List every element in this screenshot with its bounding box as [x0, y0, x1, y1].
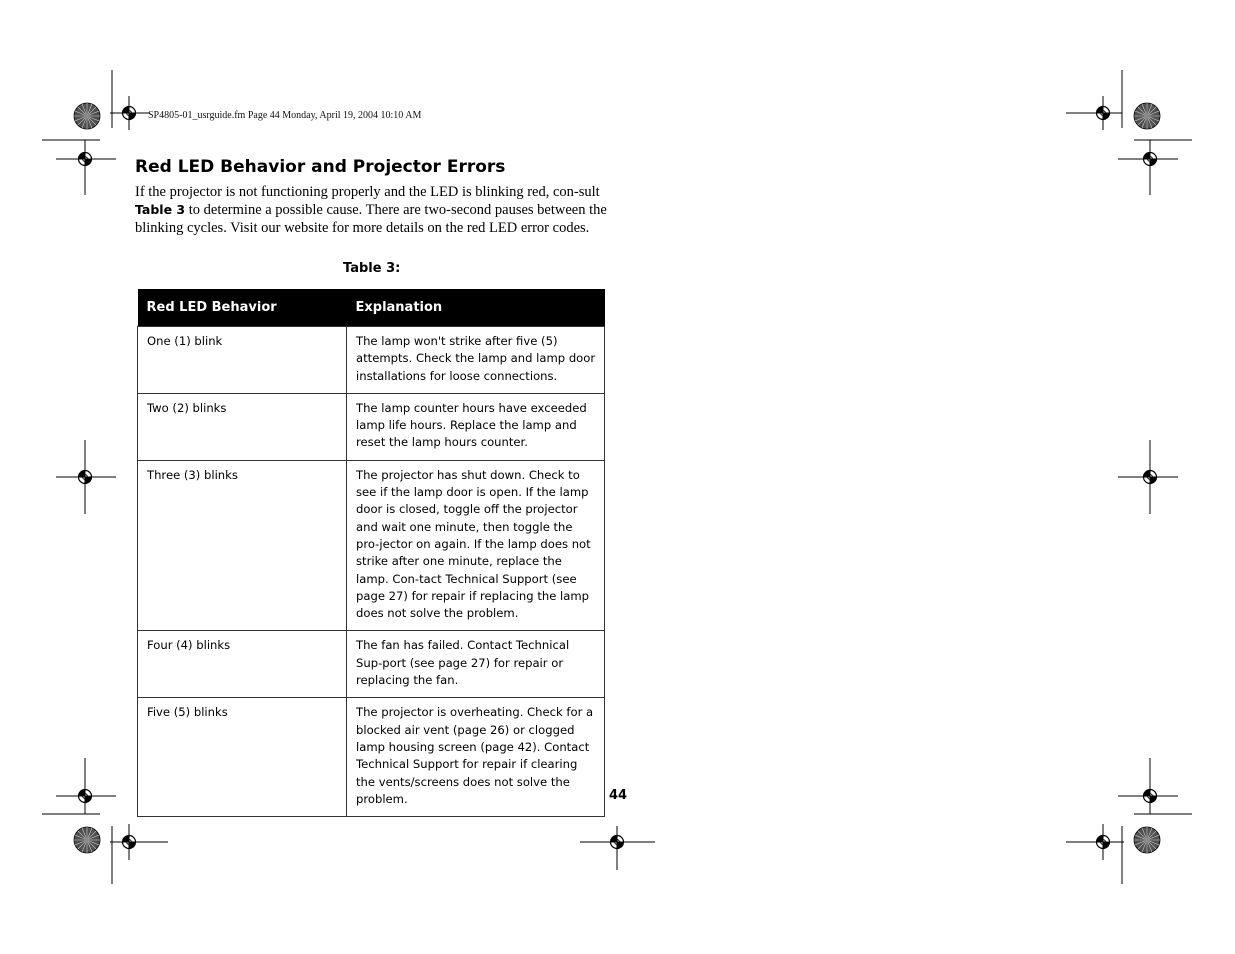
table-header-row — [138, 289, 605, 327]
led-behavior-cell: One (1) blink — [138, 327, 347, 394]
table-row — [138, 460, 605, 631]
table-caption: Table 3: — [343, 261, 401, 276]
page-number: 44 — [609, 788, 628, 803]
explanation-cell: The projector is overheating. Check for a blocked air vent (page 26) or clogged lamp housing screen (page 42). Contact Technical Support for repair if clearing the vents/screens does not solve the problem. — [347, 698, 605, 817]
column-header-behavior: Red LED Behavior — [138, 289, 347, 327]
intro-text-start: If the projector is not functioning properly and the LED is blinking red, con-sult — [135, 184, 600, 200]
intro-text-end: to determine a possible cause. There are two-second pauses between the blinking cycles. Visit our website for more details on the red LED error codes. — [135, 202, 607, 236]
table-row — [138, 393, 605, 460]
explanation-cell: The fan has failed. Contact Technical Sup-port (see page 27) for repair or replacing the fan. — [347, 631, 605, 698]
table-row — [138, 631, 605, 698]
table-row — [138, 327, 605, 394]
led-behavior-cell: Two (2) blinks — [138, 393, 347, 460]
file-slug: SP4805-01_usrguide.fm Page 44 Monday, April 19, 2004 10:10 AM — [148, 110, 422, 121]
table-reference: Table 3 — [135, 202, 186, 218]
led-behavior-cell: Four (4) blinks — [138, 631, 347, 698]
section-heading: Red LED Behavior and Projector Errors — [135, 157, 506, 177]
led-behavior-cell: Three (3) blinks — [138, 460, 347, 631]
column-header-explanation: Explanation — [347, 289, 605, 327]
led-behavior-cell: Five (5) blinks — [138, 698, 347, 817]
explanation-cell: The lamp won't strike after five (5) attempts. Check the lamp and lamp door installations for loose connections. — [347, 327, 605, 394]
explanation-cell: The projector has shut down. Check to see if the lamp door is open. If the lamp door is closed, toggle off the projector and wait one minute, then toggle the pro-jector on again. If the lamp does not strike after one minute, replace the lamp. Con-tact Technical Support (see page 27) for repair if replacing the lamp does not solve the problem. — [347, 460, 605, 631]
led-behavior-table — [137, 289, 605, 817]
intro-paragraph — [135, 184, 607, 237]
explanation-cell: The lamp counter hours have exceeded lamp life hours. Replace the lamp and reset the lamp hours counter. — [347, 393, 605, 460]
table-row — [138, 698, 605, 817]
